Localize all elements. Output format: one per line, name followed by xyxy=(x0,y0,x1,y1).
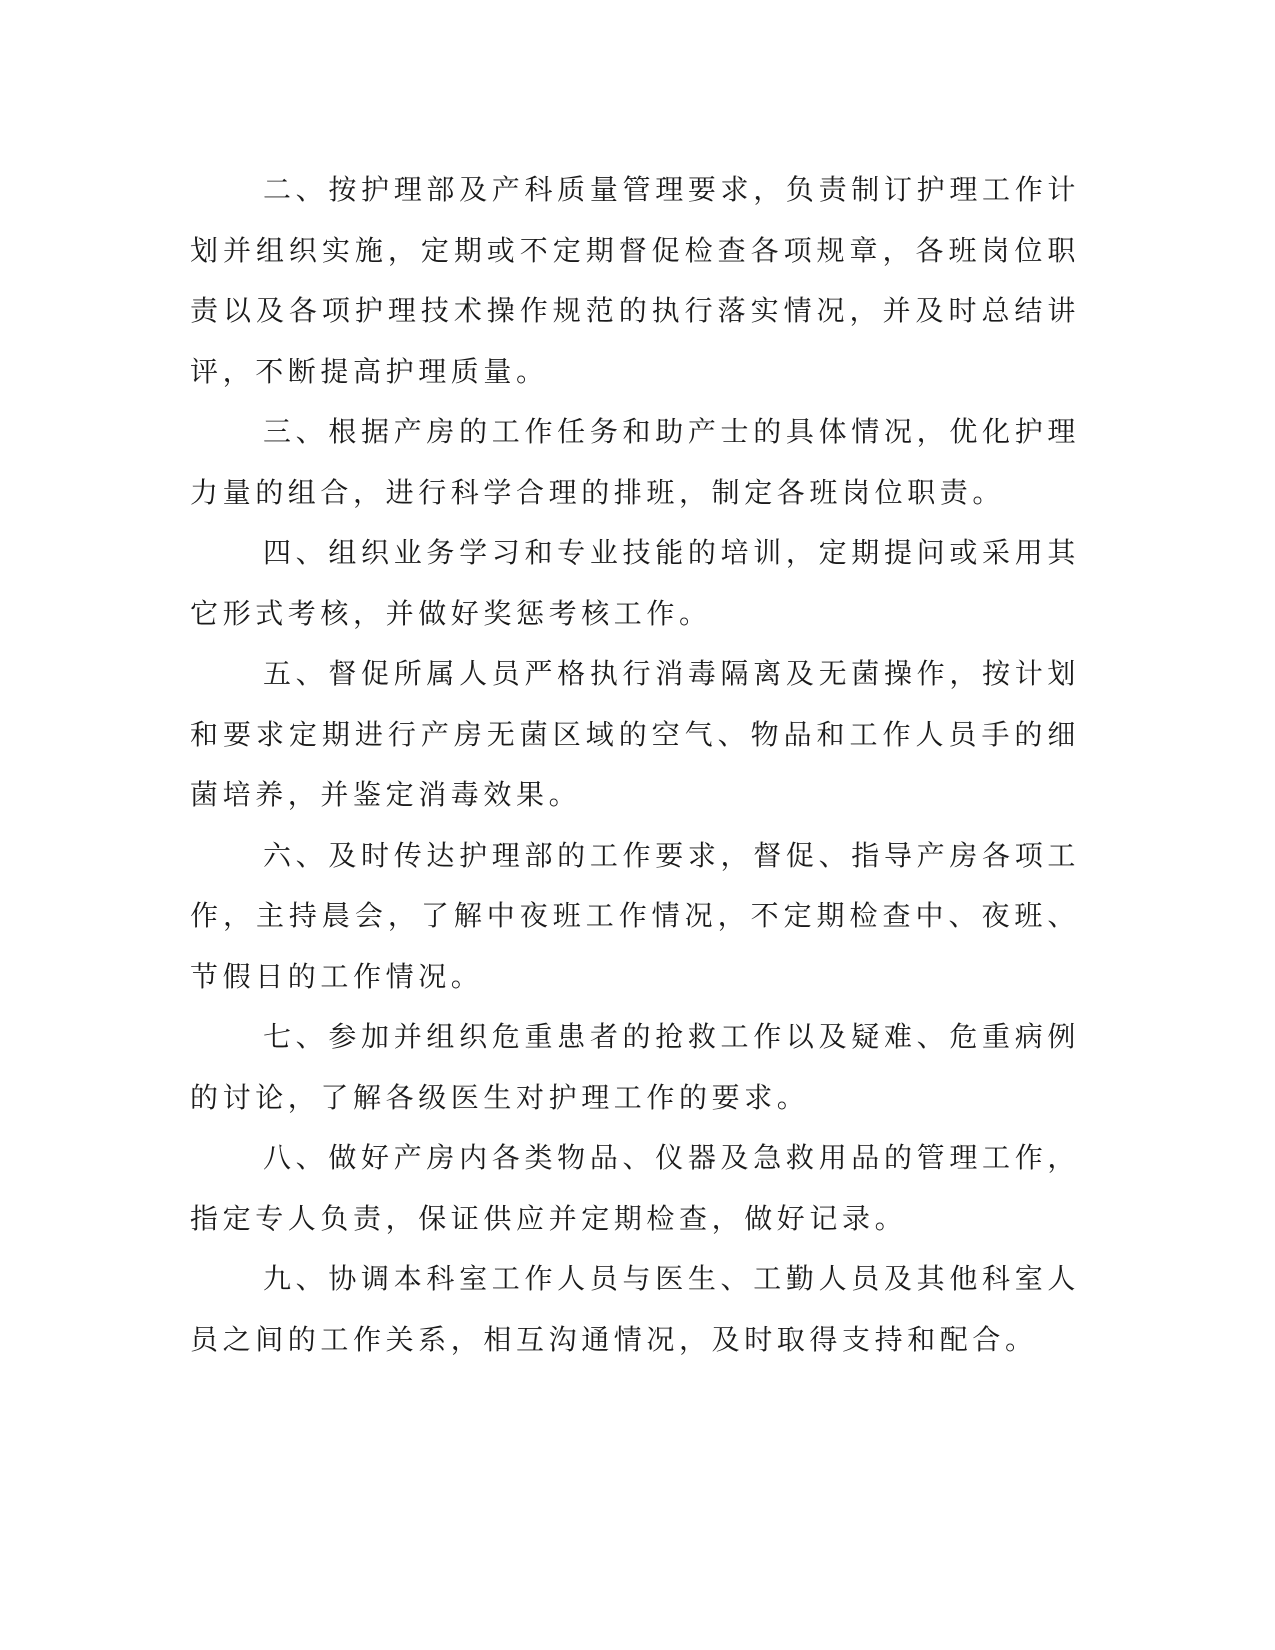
paragraph-9: 九、协调本科室工作人员与医生、工勤人员及其他科室人员之间的工作关系，相互沟通情况，及时取得支持和配合。 xyxy=(190,1262,1080,1356)
paragraph-4: 四、组织业务学习和专业技能的培训，定期提问或采用其它形式考核，并做好奖惩考核工作。 xyxy=(190,536,1080,630)
paragraph-3: 三、根据产房的工作任务和助产士的具体情况，优化护理力量的组合，进行科学合理的排班，制定各班岗位职责。 xyxy=(190,415,1080,509)
paragraph-5: 五、督促所属人员严格执行消毒隔离及无菌操作，按计划和要求定期进行产房无菌区域的空气、物品和工作人员手的细菌培养，并鉴定消毒效果。 xyxy=(190,657,1080,811)
paragraph-6: 六、及时传达护理部的工作要求，督促、指导产房各项工作，主持晨会，了解中夜班工作情况，不定期检查中、夜班、节假日的工作情况。 xyxy=(190,838,1080,993)
paragraph-7: 七、参加并组织危重患者的抢救工作以及疑难、危重病例的讨论，了解各级医生对护理工作的要求。 xyxy=(190,1020,1080,1114)
paragraph-2: 二、按护理部及产科质量管理要求，负责制订护理工作计划并组织实施，定期或不定期督促检查各项规章，各班岗位职责以及各项护理技术操作规范的执行落实情况，并及时总结讲评，不断提高护理质量。 xyxy=(190,173,1080,388)
document-body xyxy=(190,160,1080,1370)
paragraph-8: 八、做好产房内各类物品、仪器及急救用品的管理工作，指定专人负责，保证供应并定期检查，做好记录。 xyxy=(190,1141,1080,1235)
